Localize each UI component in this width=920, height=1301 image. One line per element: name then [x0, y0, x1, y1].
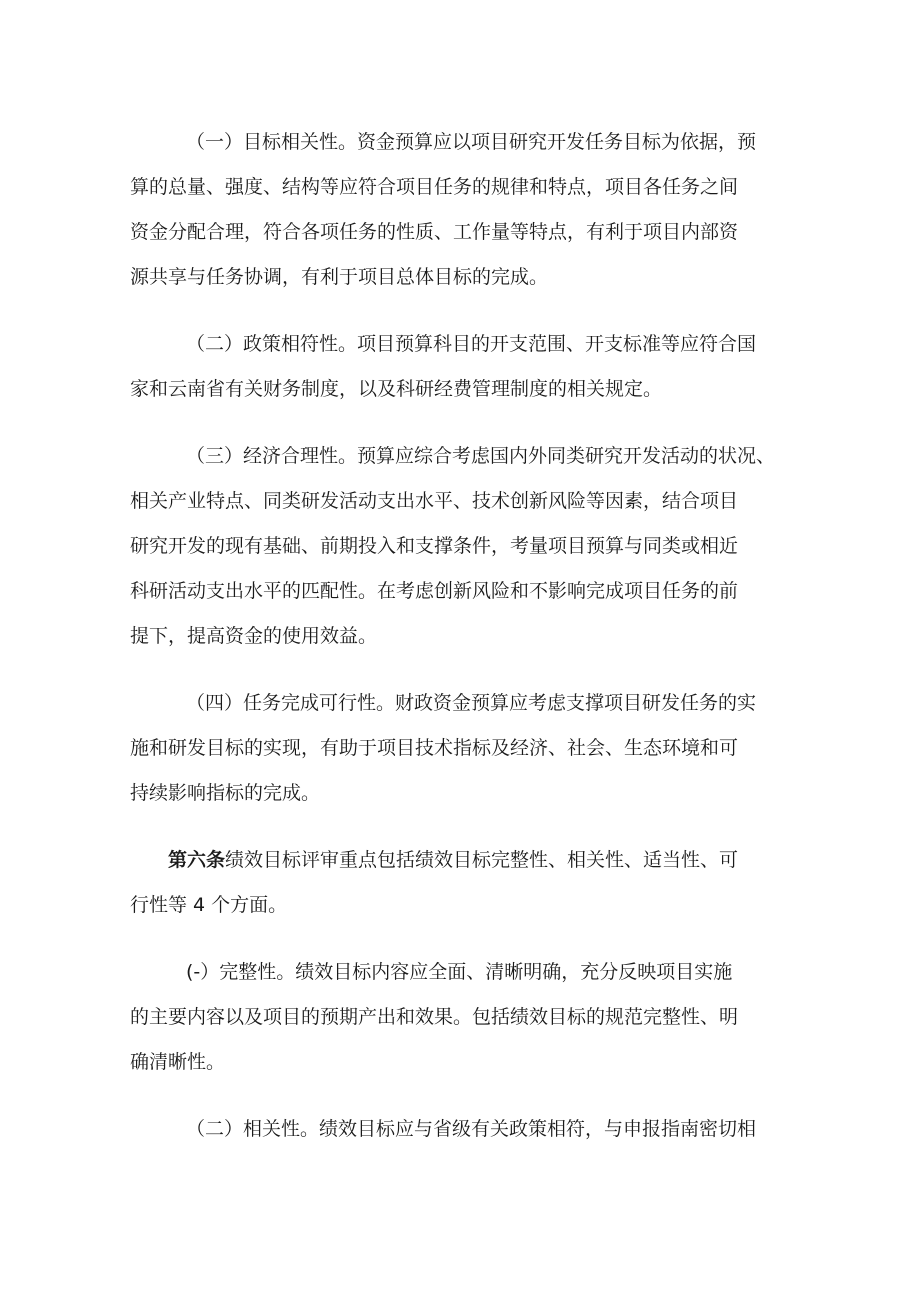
- text-line: 持续影响指标的完成。: [130, 782, 321, 804]
- paragraph-relevance: [130, 1107, 776, 1152]
- text-line: 的主要内容以及项目的预期产出和效果。包括绩效目标的规范完整性、明: [130, 1006, 739, 1028]
- text-line: 行性等 4 个方面。: [130, 894, 288, 916]
- text-line: 科研活动支出水平的匹配性。在考虑创新风险和不影响完成项目任务的前: [130, 580, 739, 602]
- paragraph-article-six: [130, 838, 776, 928]
- text-line: （四）任务完成可行性。财政资金预算应考虑支撑项目研发任务的实: [186, 692, 757, 714]
- text-line: 施和研发目标的实现，有助于项目技术指标及经济、社会、生态环境和可: [130, 737, 739, 759]
- text-line: 研究开发的现有基础、前期投入和支撑条件，考量项目预算与同类或相近: [130, 535, 739, 557]
- paragraph-economic-rationality: [130, 434, 776, 659]
- document-page: [130, 120, 776, 1174]
- article-label: 第六条: [168, 849, 226, 871]
- text-line: [130, 838, 776, 883]
- text-line: (-）完整性。绩效目标内容应全面、清晰明确，充分反映项目实施: [186, 961, 733, 983]
- text-line: 相关产业特点、同类研发活动支出水平、技术创新风险等因素，结合项目: [130, 490, 739, 512]
- text-line: （一）目标相关性。资金预算应以项目研究开发任务目标为依据，预: [186, 131, 757, 153]
- text-line: 确清晰性。: [130, 1051, 226, 1073]
- text-line: 家和云南省有关财务制度，以及科研经费管理制度的相关规定。: [130, 378, 663, 400]
- paragraph-completeness: [130, 950, 776, 1085]
- text-line: 资金分配合理，符合各项任务的性质、工作量等特点，有利于项目内部资: [130, 221, 739, 243]
- paragraph-target-relevance: [130, 120, 776, 300]
- article-text: 绩效目标评审重点包括绩效目标完整性、相关性、适当性、可: [225, 849, 739, 871]
- text-line: （二）相关性。绩效目标应与省级有关政策相符，与申报指南密切相: [186, 1118, 757, 1140]
- text-line: 提下，提高资金的使用效益。: [130, 625, 378, 647]
- paragraph-policy-conformity: [130, 322, 776, 412]
- text-line: （三）经济合理性。预算应综合考虑国内外同类研究开发活动的状况、: [186, 445, 776, 467]
- text-line: （二）政策相符性。项目预算科目的开支范围、开支标准等应符合国: [186, 333, 757, 355]
- paragraph-task-feasibility: [130, 681, 776, 816]
- text-line: 源共享与任务协调，有利于项目总体目标的完成。: [130, 266, 549, 288]
- text-line: 算的总量、强度、结构等应符合项目任务的规律和特点，项目各任务之间: [130, 176, 739, 198]
